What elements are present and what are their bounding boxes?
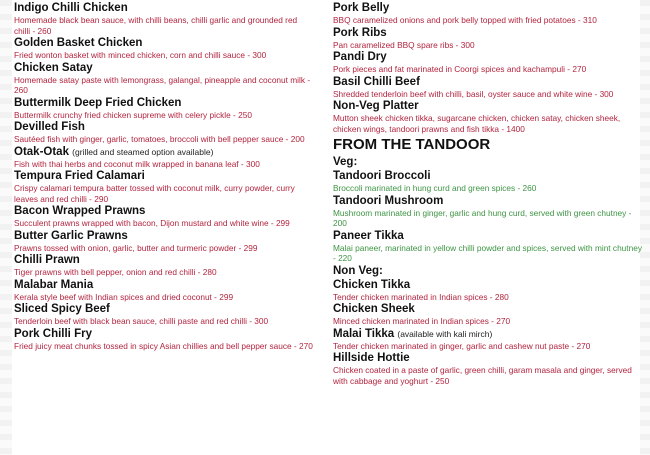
dish-description: Tenderloin beef with black bean sauce, chilli paste and red chilli - 300 <box>14 316 269 326</box>
dish-description: Malai paneer, marinated in yellow chilli powder and spices, served with mint chutney - 220 <box>333 242 642 263</box>
menu-item <box>333 100 643 134</box>
dish-name: Pork Ribs <box>333 26 387 39</box>
dish-name-line <box>333 100 643 113</box>
dish-name: Pork Chilli Fry <box>14 327 92 340</box>
dish-description: Mushroom marinated in ginger, garlic and hung curd, served with green chutney - 200 <box>333 207 632 228</box>
dish-name: Tempura Fried Calamari <box>14 170 145 182</box>
menu-item <box>14 37 314 61</box>
menu-item <box>14 62 314 96</box>
dish-description: Pan caramelized BBQ spare ribs - 300 <box>333 39 475 50</box>
dish-name: Bacon Wrapped Prawns <box>14 205 146 217</box>
dish-note: (grilled and steamed option available) <box>72 146 214 157</box>
dish-name: Hillside Hottie <box>333 352 410 364</box>
menu-item <box>333 328 643 352</box>
dish-name-line <box>333 230 643 243</box>
dish-description: Tender chicken marinated in ginger, garlic and cashew nut paste - 270 <box>333 340 591 351</box>
right-item-list <box>333 2 643 134</box>
dish-name-line <box>14 97 314 110</box>
dish-name-line <box>333 2 643 15</box>
dish-name: Pork Belly <box>333 2 390 14</box>
dish-name-line <box>333 328 643 341</box>
dish-description: Minced chicken marinated in Indian spices - 270 <box>333 316 511 326</box>
dish-name-line <box>14 62 314 75</box>
dish-name-line <box>333 27 643 40</box>
menu-item <box>333 303 643 327</box>
dish-description: Tiger prawns with bell pepper, onion and red chilli - 280 <box>14 267 217 277</box>
dish-description: Kerala style beef with Indian spices and dried coconut - 299 <box>14 291 234 302</box>
dish-name-line <box>333 51 643 64</box>
veg-item-list <box>333 170 643 264</box>
menu-left-column <box>14 2 314 352</box>
dish-description: Mutton sheek chicken tikka, sugarcane chicken, chicken satay, chicken sheek, chicken wings, tandoori prawns and fish tikka - 1400 <box>333 113 621 134</box>
dish-description: Chicken coated in a paste of garlic, green chilli, garam masala and ginger, served with cabbage and yoghurt - 250 <box>333 365 632 386</box>
tandoor-section-title: FROM THE TANDOOR <box>333 136 491 153</box>
dish-name: Chilli Prawn <box>14 254 80 266</box>
dish-name: Chicken Tikka <box>333 278 411 291</box>
dish-name-line <box>14 121 314 134</box>
menu-item <box>14 328 314 352</box>
menu-item <box>333 230 643 264</box>
dish-description: Succulent prawns wrapped with bacon, Dijon mustard and white wine - 299 <box>14 218 290 228</box>
dish-name-line <box>14 2 314 15</box>
dish-name: Devilled Fish <box>14 121 85 133</box>
menu-item <box>14 205 314 229</box>
dish-name: Otak-Otak <box>14 145 69 158</box>
dish-name: Butter Garlic Prawns <box>14 229 128 242</box>
dish-description: Fried wonton basket with minced chicken, corn and chilli sauce - 300 <box>14 50 267 60</box>
dish-description: Shredded tenderloin beef with chilli, basil, oyster sauce and white wine - 300 <box>333 88 614 99</box>
menu-item <box>333 2 643 26</box>
dish-description: Pork pieces and fat marinated in Coorgi spices and kachampuli - 270 <box>333 64 587 74</box>
dish-name: Pandi Dry <box>333 51 387 63</box>
dish-name-line <box>14 254 314 267</box>
dish-name-line <box>14 205 314 218</box>
menu-item <box>14 303 314 327</box>
menu-item <box>14 230 314 254</box>
menu-item <box>14 146 314 170</box>
dish-description: Sautéed fish with ginger, garlic, tomatoes, broccoli with bell pepper sauce - 200 <box>14 134 305 144</box>
dish-name: Malai Tikka <box>333 327 395 340</box>
dish-name: Chicken Sheek <box>333 303 415 315</box>
dish-name: Indigo Chilli Chicken <box>14 2 128 14</box>
dish-name: Golden Basket Chicken <box>14 37 143 49</box>
menu-item <box>333 352 643 386</box>
dish-name-line <box>333 352 643 365</box>
menu-item <box>333 170 643 194</box>
dish-name-line <box>14 37 314 50</box>
dish-name-line <box>333 303 643 316</box>
menu-right-column <box>333 2 643 387</box>
dish-description: BBQ caramelized onions and pork belly topped with fried potatoes - 310 <box>333 15 597 25</box>
dish-description: Tender chicken marinated in Indian spices - 280 <box>333 291 509 302</box>
left-decorative-border <box>0 0 12 455</box>
menu-item <box>14 97 314 121</box>
dish-description: Fish with thai herbs and coconut milk wrapped in banana leaf - 300 <box>14 158 260 169</box>
dish-name-line <box>14 230 314 243</box>
dish-name: Tandoori Mushroom <box>333 194 444 207</box>
menu-item <box>333 279 643 303</box>
dish-name-line <box>333 170 643 183</box>
menu-item <box>333 76 643 100</box>
menu-item <box>333 51 643 75</box>
dish-description: Buttermilk crunchy fried chicken supreme with celery pickle - 250 <box>14 109 252 120</box>
menu-item <box>14 254 314 278</box>
dish-name: Sliced Spicy Beef <box>14 303 110 315</box>
menu-item <box>14 2 314 36</box>
dish-description: Prawns tossed with onion, garlic, butter and turmeric powder - 299 <box>14 242 258 253</box>
nonveg-subheading: Non Veg: <box>333 264 383 277</box>
dish-name: Chicken Satay <box>14 61 93 74</box>
menu-item <box>333 27 643 51</box>
dish-description: Homemade satay paste with lemongrass, galangal, pineapple and coconut milk - 260 <box>14 74 311 95</box>
dish-description: Homemade black bean sauce, with chilli beans, chilli garlic and grounded red chilli - 260 <box>14 15 298 36</box>
dish-name: Tandoori Broccoli <box>333 170 431 182</box>
menu-item <box>14 121 314 145</box>
dish-name-line <box>14 170 314 183</box>
dish-note: (available with kali mirch) <box>397 328 493 339</box>
dish-description: Broccoli marinated in hung curd and green spices - 260 <box>333 183 537 193</box>
dish-name: Basil Chilli Beef <box>333 75 420 88</box>
dish-name-line <box>14 279 314 292</box>
dish-name: Buttermilk Deep Fried Chicken <box>14 96 182 109</box>
dish-name-line <box>333 76 643 89</box>
dish-name: Non-Veg Platter <box>333 100 419 112</box>
dish-name-line <box>14 303 314 316</box>
menu-item <box>14 279 314 303</box>
dish-name-line <box>333 279 643 292</box>
dish-name-line <box>14 146 314 159</box>
veg-subheading: Veg: <box>333 156 358 168</box>
dish-name: Malabar Mania <box>14 278 94 291</box>
dish-description: Crispy calamari tempura batter tossed with coconut milk, curry powder, curry leaves and red chilli - 290 <box>14 183 295 204</box>
menu-item <box>14 170 314 204</box>
nonveg-item-list <box>333 279 643 387</box>
menu-item <box>333 195 643 229</box>
dish-description: Fried juicy meat chunks tossed in spicy Asian chillies and bell pepper sauce - 270 <box>14 340 313 351</box>
dish-name-line <box>14 328 314 341</box>
dish-name: Paneer Tikka <box>333 229 404 242</box>
dish-name-line <box>333 195 643 208</box>
